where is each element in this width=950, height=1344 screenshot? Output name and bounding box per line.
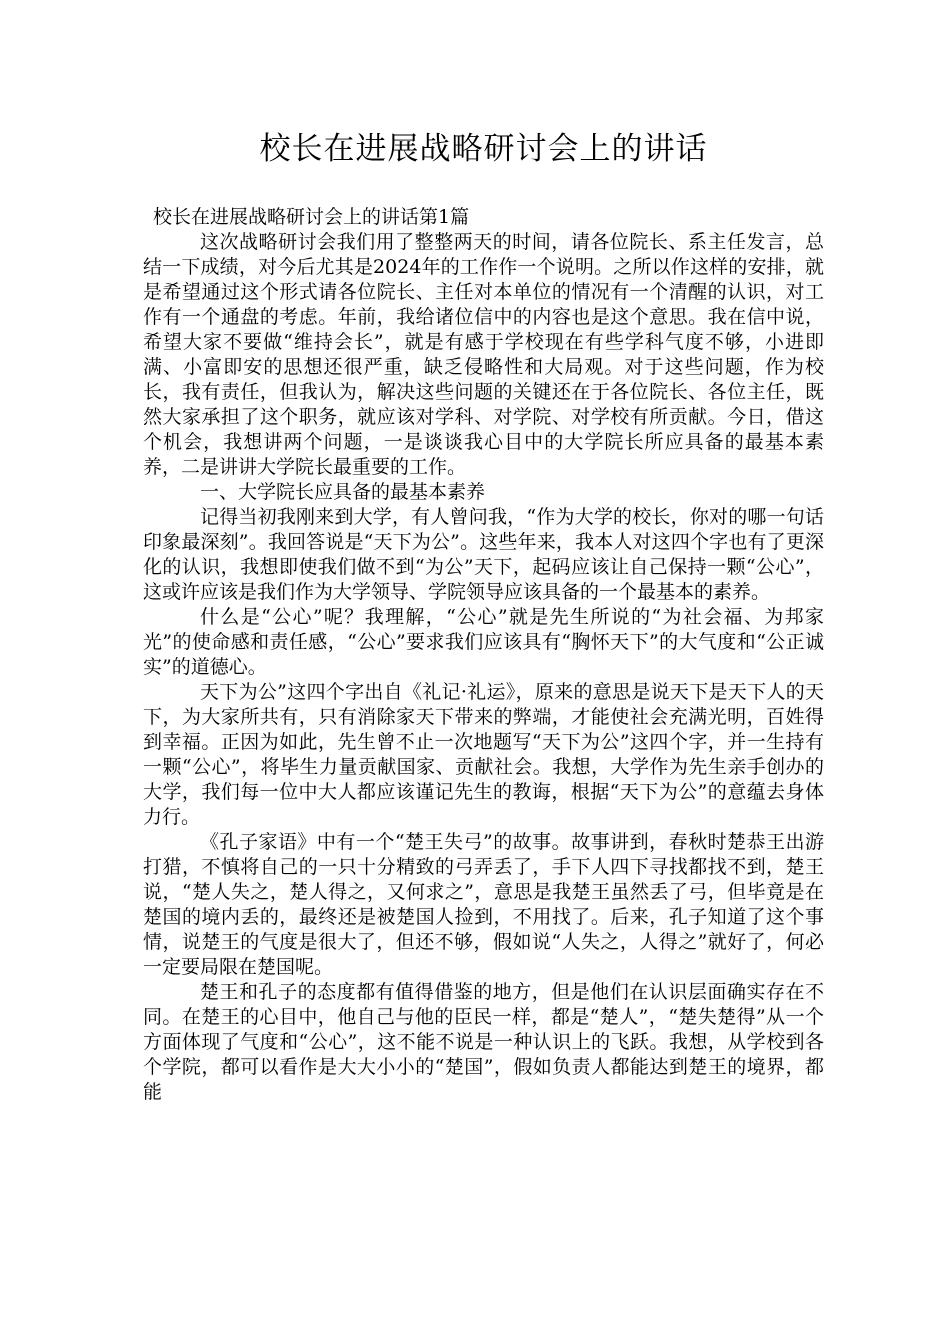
document-title: 校长在进展战略研讨会上的讲话 — [259, 131, 708, 167]
paragraph: 《孔子家语》中有一个“楚王失弓”的故事。故事讲到，春秋时楚恭王出游打猎，不慎将自己的一只十分精致的弓弄丢了，手下人四下寻找都找不到，楚王说，“楚人失之，楚人得之，又何求之”，意思是我楚王虽然丢了弓，但毕竟是在楚国的境内丢的，最终还是被楚国人捡到，不用找了。后来，孔子知道了这个事情，说楚王的气度是很大了，但还不够，假如说“人失之，人得之”就好了，何必一定要局限在楚国呢。 — [143, 831, 824, 978]
paragraph: 记得当初我刚来到大学，有人曾问我，“作为大学的校长，你对的哪一句话印象最深刻”。我回答说是“天下为公”。这些年来，我本人对这四个字也有了更深化的认识，我想即使我们做不到“为公”天下，起码应该让自己保持一颗“公心”，这或许应该是我们作为大学领导、学院领导应该具备的一个最基本的素养。 — [143, 506, 824, 603]
paragraph: 天下为公”这四个字出自《礼记·礼运》，原来的意思是说天下是天下人的天下，为大家所共有，只有消除家天下带来的弊端，才能使社会充满光明，百姓得到幸福。正因为如此，先生曾不止一次地题写“天下为公”这四个字，并一生持有一颗“公心”，将毕生力量贡献国家、贡献社会。我想，大学作为先生亲手创办的大学，我们每一位中大人都应该谨记先生的教诲，根据“天下为公”的意蕴去身体力行。 — [143, 681, 824, 828]
section-heading-one: 一、大学院长应具备的最基本素养 — [200, 481, 486, 503]
paragraph-intro: 这次战略研讨会我们用了整整两天的时间，请各位院长、系主任发言，总结一下成绩，对今后尤其是2024年的工作作一个说明。之所以作这样的安排，就是希望通过这个形式请各位院长、主任对本单位的情况有一个清醒的认识，对工作有一个通盘的考虑。年前，我给诸位信中的内容也是这个意思。我在信中说，希望大家不要做“维持会长”，就是有感于学校现在有些学科气度不够，小进即满、小富即安的思想还很严重，缺乏侵略性和大局观。对于这些问题，作为校长，我有责任，但我认为，解决这些问题的关键还在于各位院长、各位主任，既然大家承担了这个职务，就应该对学科、对学院、对学校有所贡献。今日，借这个机会，我想讲两个问题，一是谈谈我心目中的大学院长所应具备的最基本素养，二是讲讲大学院长最重要的工作。 — [143, 231, 824, 478]
paragraph: 什么是“公心”呢？我理解，“公心”就是先生所说的“为社会福、为邦家光”的使命感和责任感，“公心”要求我们应该具有“胸怀天下”的大气度和“公正诚实”的道德心。 — [143, 606, 824, 678]
document-body — [143, 205, 824, 1105]
article-heading: 校长在进展战略研讨会上的讲话第1篇 — [153, 206, 470, 228]
paragraph: 楚王和孔子的态度都有值得借鉴的地方，但是他们在认识层面确实存在不同。在楚王的心目中，他自己与他的臣民一样，都是“楚人”，“楚失楚得”从一个方面体现了气度和“公心”，这不能不说是一种认识上的飞跃。我想，从学校到各个学院，都可以看作是大大小小的“楚国”，假如负责人都能达到楚王的境界，都能 — [143, 981, 824, 1103]
